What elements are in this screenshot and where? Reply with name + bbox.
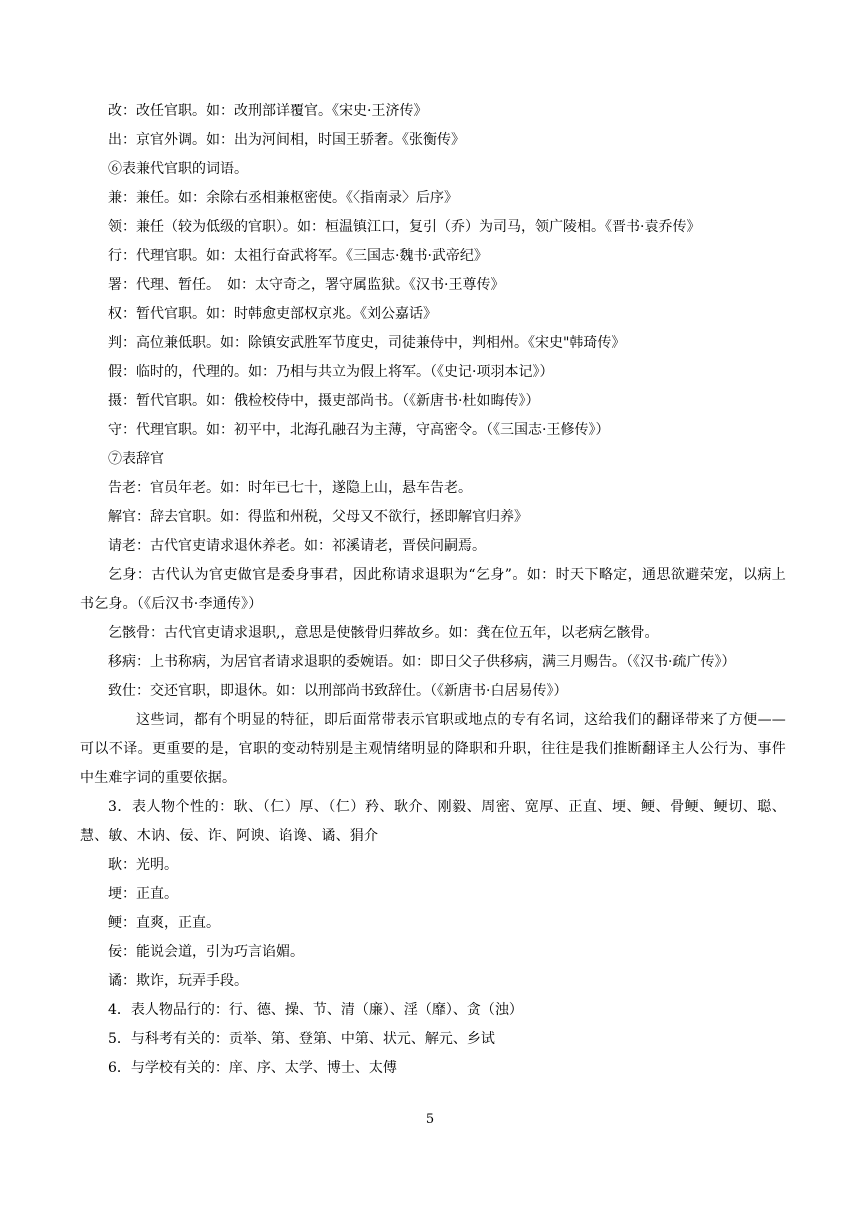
text-line: 摄：暂代官职。如：俄检校侍中，摄吏部尚书。（《新唐书·杜如晦传》） (108, 393, 540, 409)
text-line: 署：代理、暂任。 如：太守奇之，署守属监狱。《汉书·王尊传》 (108, 277, 505, 293)
text-line: 改：改任官职。如：改刑部详覆官。《宋史·王济传》 (108, 103, 428, 119)
text-line: 判：高位兼低职。如：除镇安武胜军节度史，司徒兼侍中，判相州。《宋史"韩琦传》 (108, 335, 626, 351)
text-line: 兼：兼任。如：余除右丞相兼枢密使。《〈指南录〉后序》 (108, 190, 458, 206)
text-line: 佞：能说会道，引为巧言谄媚。 (108, 944, 304, 960)
text-line: 鲠：直爽，正直。 (108, 915, 220, 931)
section-heading: 6．与学校有关的：庠、序、太学、博士、太傅 (108, 1060, 397, 1076)
text-line: 埂：正直。 (108, 886, 178, 902)
text-line: 解官：辞去官职。如：得监和州税，父母又不欲行，拯即解官归养》 (108, 509, 528, 525)
text-line: 假：临时的，代理的。如：乃相与共立为假上将军。（《史记·项羽本记》） (108, 364, 554, 380)
page-number: 5 (425, 1112, 435, 1127)
text-line: 行：代理官职。如：太祖行奋武将军。《三国志·魏书·武帝纪》 (108, 248, 488, 264)
text-line: 权：暂代官职。如：时韩愈吏部权京兆。《刘公嘉话》 (108, 306, 437, 322)
document-body (80, 97, 786, 1083)
summary-paragraph: 这些词，都有个明显的特征，即后面常带表示官职或地点的专有名词，这给我们的翻译带来了方便——可以不译。更重要的是，官职的变动特别是主观情绪明显的降职和升职，往往是我们推断翻译主人公行为、事件中生难字词的重要依据。 (80, 712, 786, 786)
text-line: 耿：光明。 (108, 857, 178, 873)
section-3-paragraph: 3．表人物个性的：耿、（仁）厚、（仁）矜、耿介、刚毅、周密、宽厚、正直、埂、鲠、骨鲠、鲠切、聪、慧、敏、木讷、佞、诈、阿谀、谄谗、谲、狷介 (80, 799, 786, 844)
section-heading: ⑥表兼代官职的词语。 (108, 161, 248, 177)
text-line: 告老：官员年老。如：时年已七十，遂隐上山，悬车告老。 (108, 480, 472, 496)
text-line: 移病：上书称病，为居官者请求退职的委婉语。如：即日父子供移病，满三月赐告。（《汉书·疏广传》） (108, 654, 736, 670)
section-heading: 5．与科考有关的：贡举、第、登第、中第、状元、解元、乡试 (108, 1031, 495, 1047)
text-line: 领：兼任（较为低级的官职）。如：桓温镇江口，复引（乔）为司马，领广陵相。《晋书·袁乔传》 (108, 219, 701, 235)
section-heading: 4．表人物品行的：行、德、操、节、清（廉）、淫（靡）、贪（浊） (108, 1002, 523, 1018)
text-line: 请老：古代官吏请求退休养老。如：祁溪请老，晋侯问嗣焉。 (108, 538, 486, 554)
text-line: 致仕：交还官职，即退休。如：以刑部尚书致辞仕。（《新唐书·白居易传》） (108, 683, 568, 699)
text-paragraph: 乞身：古代认为官吏做官是委身事君，因此称请求退职为“乞身”。如：时天下略定，通思欲避荣宠，以病上书乞身。（《后汉书·李通传》） (80, 567, 786, 612)
section-heading: ⑦表辞官 (108, 451, 164, 467)
text-line: 出：京官外调。如：出为河间相，时国王骄奢。《张衡传》 (108, 132, 465, 148)
text-line: 谲：欺诈，玩弄手段。 (108, 973, 248, 989)
text-line: 守：代理官职。如：初平中，北海孔融召为主薄，守高密令。（《三国志·王修传》） (108, 422, 610, 438)
text-line: 乞骸骨：古代官吏请求退职,，意思是使骸骨归葬故乡。如：龚在位五年，以老病乞骸骨。 (108, 625, 659, 641)
